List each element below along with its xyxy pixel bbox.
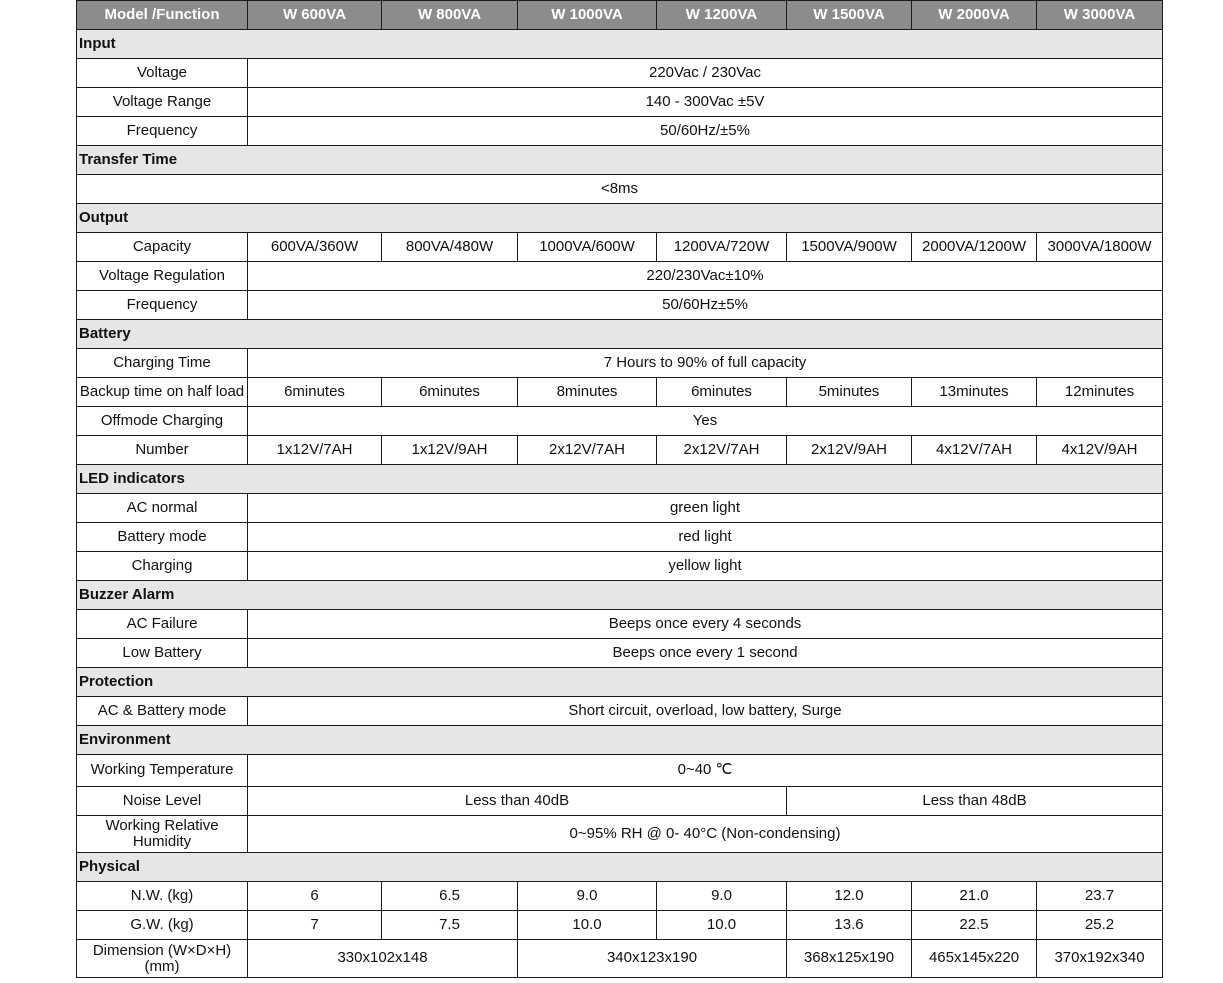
row-label: Noise Level xyxy=(77,787,248,816)
table-row xyxy=(77,816,1163,853)
value-cell: 1500VA/900W xyxy=(787,233,912,262)
table-row xyxy=(77,349,1163,378)
value-cell: 1000VA/600W xyxy=(518,233,657,262)
section-title: Physical xyxy=(77,853,1163,882)
value-cell: Less than 40dB xyxy=(248,787,787,816)
table-row xyxy=(77,291,1163,320)
row-label: Low Battery xyxy=(77,639,248,668)
table-row xyxy=(77,552,1163,581)
table-row xyxy=(77,882,1163,911)
table-row xyxy=(77,436,1163,465)
value-cell: 340x123x190 xyxy=(518,940,787,978)
value-cell: 5minutes xyxy=(787,378,912,407)
row-label: Dimension (W×D×H) (mm) xyxy=(77,940,248,978)
table-row xyxy=(77,378,1163,407)
section-title: Battery xyxy=(77,320,1163,349)
value-cell: 23.7 xyxy=(1037,882,1163,911)
header-cell: W 1000VA xyxy=(518,1,657,30)
value-cell: 600VA/360W xyxy=(248,233,382,262)
value-cell: Short circuit, overload, low battery, Surge xyxy=(248,697,1163,726)
value-cell: 1x12V/9AH xyxy=(382,436,518,465)
row-label: Voltage Range xyxy=(77,88,248,117)
section-title: Transfer Time xyxy=(77,146,1163,175)
section-title: Output xyxy=(77,204,1163,233)
value-cell: 12.0 xyxy=(787,882,912,911)
table-row xyxy=(77,639,1163,668)
value-cell: 2x12V/7AH xyxy=(518,436,657,465)
value-cell: 6.5 xyxy=(382,882,518,911)
section-title: Protection xyxy=(77,668,1163,697)
value-cell: Beeps once every 4 seconds xyxy=(248,610,1163,639)
row-label: Backup time on half load xyxy=(77,378,248,407)
section-row xyxy=(77,320,1163,349)
row-label: Voltage xyxy=(77,59,248,88)
row-label: Frequency xyxy=(77,291,248,320)
value-cell: 220Vac / 230Vac xyxy=(248,59,1163,88)
value-cell: 9.0 xyxy=(518,882,657,911)
table-row xyxy=(77,940,1163,978)
value-cell: 13.6 xyxy=(787,911,912,940)
row-label: Charging xyxy=(77,552,248,581)
value-cell: 2x12V/9AH xyxy=(787,436,912,465)
value-cell: 2x12V/7AH xyxy=(657,436,787,465)
table-row xyxy=(77,407,1163,436)
row-label: N.W. (kg) xyxy=(77,882,248,911)
value-cell: 6minutes xyxy=(248,378,382,407)
value-cell: 50/60Hz/±5% xyxy=(248,117,1163,146)
row-label: Working Relative Humidity xyxy=(77,816,248,853)
value-cell: 6minutes xyxy=(382,378,518,407)
value-cell: 3000VA/1800W xyxy=(1037,233,1163,262)
table-row xyxy=(77,88,1163,117)
value-cell: yellow light xyxy=(248,552,1163,581)
value-cell: 330x102x148 xyxy=(248,940,518,978)
value-cell: 9.0 xyxy=(657,882,787,911)
value-cell: 4x12V/9AH xyxy=(1037,436,1163,465)
table-row xyxy=(77,262,1163,291)
value-cell: 22.5 xyxy=(912,911,1037,940)
value-cell: 10.0 xyxy=(657,911,787,940)
section-row xyxy=(77,668,1163,697)
section-row xyxy=(77,581,1163,610)
section-row xyxy=(77,146,1163,175)
value-cell: 7 Hours to 90% of full capacity xyxy=(248,349,1163,378)
value-cell: 12minutes xyxy=(1037,378,1163,407)
value-cell: 0~95% RH @ 0- 40°C (Non-condensing) xyxy=(248,816,1163,853)
row-label: Capacity xyxy=(77,233,248,262)
value-cell: 140 - 300Vac ±5V xyxy=(248,88,1163,117)
value-cell: 370x192x340 xyxy=(1037,940,1163,978)
row-label: Offmode Charging xyxy=(77,407,248,436)
value-cell: 2000VA/1200W xyxy=(912,233,1037,262)
value-cell: 25.2 xyxy=(1037,911,1163,940)
value-cell: 8minutes xyxy=(518,378,657,407)
value-cell: 10.0 xyxy=(518,911,657,940)
value-cell: 465x145x220 xyxy=(912,940,1037,978)
spec-table xyxy=(76,0,1163,978)
table-row xyxy=(77,610,1163,639)
table-row xyxy=(77,117,1163,146)
header-cell: W 1200VA xyxy=(657,1,787,30)
header-cell: W 3000VA xyxy=(1037,1,1163,30)
header-cell: W 2000VA xyxy=(912,1,1037,30)
value-cell: 368x125x190 xyxy=(787,940,912,978)
header-cell: Model /Function xyxy=(77,1,248,30)
value-cell: 21.0 xyxy=(912,882,1037,911)
table-row xyxy=(77,59,1163,88)
section-title: LED indicators xyxy=(77,465,1163,494)
value-cell: red light xyxy=(248,523,1163,552)
value-cell: 13minutes xyxy=(912,378,1037,407)
row-label: Frequency xyxy=(77,117,248,146)
value-cell: green light xyxy=(248,494,1163,523)
section-row xyxy=(77,726,1163,755)
row-label: AC & Battery mode xyxy=(77,697,248,726)
table-row xyxy=(77,787,1163,816)
value-cell: <8ms xyxy=(77,175,1163,204)
row-label: AC normal xyxy=(77,494,248,523)
row-label: Charging Time xyxy=(77,349,248,378)
table-row xyxy=(77,911,1163,940)
row-label: Battery mode xyxy=(77,523,248,552)
value-cell: 7.5 xyxy=(382,911,518,940)
value-cell: 1200VA/720W xyxy=(657,233,787,262)
row-label: Working Temperature xyxy=(77,755,248,787)
header-row xyxy=(77,1,1163,30)
value-cell: Yes xyxy=(248,407,1163,436)
value-cell: 7 xyxy=(248,911,382,940)
row-label: G.W. (kg) xyxy=(77,911,248,940)
table-row xyxy=(77,523,1163,552)
row-label: Voltage Regulation xyxy=(77,262,248,291)
header-cell: W 800VA xyxy=(382,1,518,30)
value-cell: Beeps once every 1 second xyxy=(248,639,1163,668)
header-cell: W 1500VA xyxy=(787,1,912,30)
section-title: Buzzer Alarm xyxy=(77,581,1163,610)
table-row xyxy=(77,233,1163,262)
value-cell: 1x12V/7AH xyxy=(248,436,382,465)
table-row xyxy=(77,494,1163,523)
value-cell: 220/230Vac±10% xyxy=(248,262,1163,291)
row-label: Number xyxy=(77,436,248,465)
value-cell: 0~40 ℃ xyxy=(248,755,1163,787)
table-row xyxy=(77,175,1163,204)
section-row xyxy=(77,465,1163,494)
value-cell: 6minutes xyxy=(657,378,787,407)
section-title: Input xyxy=(77,30,1163,59)
value-cell: Less than 48dB xyxy=(787,787,1163,816)
spec-body xyxy=(77,30,1163,978)
value-cell: 800VA/480W xyxy=(382,233,518,262)
table-row xyxy=(77,755,1163,787)
section-row xyxy=(77,853,1163,882)
section-title: Environment xyxy=(77,726,1163,755)
value-cell: 6 xyxy=(248,882,382,911)
header-cell: W 600VA xyxy=(248,1,382,30)
row-label: AC Failure xyxy=(77,610,248,639)
value-cell: 4x12V/7AH xyxy=(912,436,1037,465)
value-cell: 50/60Hz±5% xyxy=(248,291,1163,320)
section-row xyxy=(77,30,1163,59)
table-row xyxy=(77,697,1163,726)
section-row xyxy=(77,204,1163,233)
